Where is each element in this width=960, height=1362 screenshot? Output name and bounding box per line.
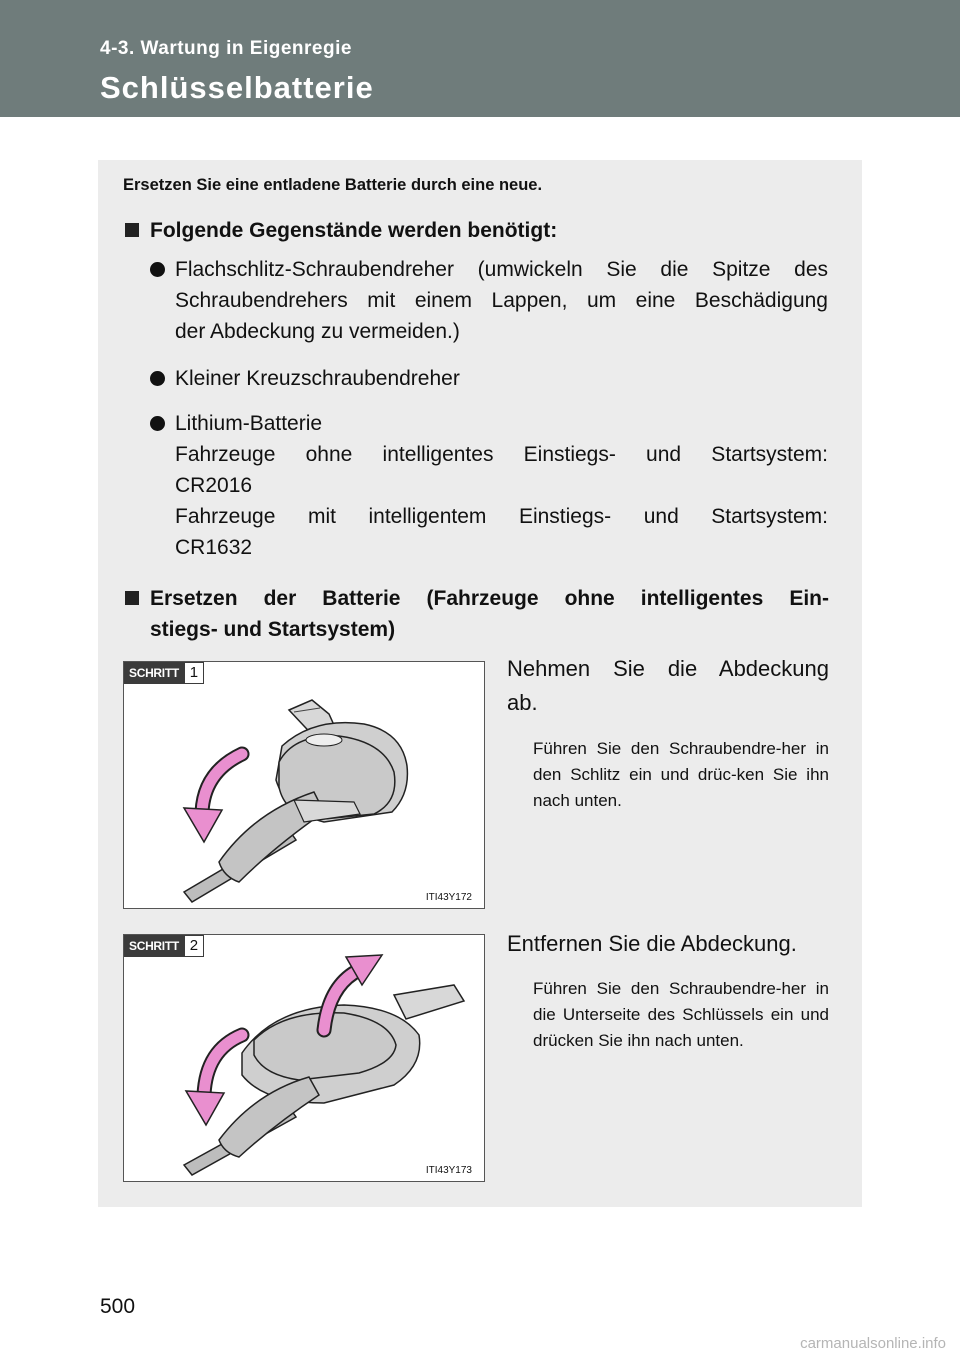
- key-cover-lift-illustration: [124, 935, 484, 1181]
- page-header: [0, 0, 960, 117]
- step-2-instruction: Entfernen Sie die Abdeckung.: [507, 931, 797, 956]
- step-2-note: Führen Sie den Schraubendre-her in die Unterseite des Schlüssels ein und drücken Sie ihn nach unten.: [533, 979, 829, 1050]
- step-label: SCHRITT: [124, 662, 184, 684]
- replace-heading: Ersetzen der Batterie (Fahrzeuge ohne intelligentes Ein- stiegs- und Startsystem): [125, 583, 829, 645]
- step-number: 2: [184, 935, 204, 957]
- step-label: SCHRITT: [124, 935, 184, 957]
- figure-id: ITI43Y173: [418, 1164, 480, 1177]
- step-1-instruction: Nehmen Sie die Abdeckung ab.: [507, 656, 829, 715]
- step-1-illustration: [123, 661, 485, 909]
- tool-item-screwdriver-flat: Flachschlitz-Schraubendreher (umwickeln Sie die Spitze des Schraubendrehers mit einem Lappen, um eine Beschädigung der Abdeckung zu vermeiden.): [150, 254, 828, 347]
- square-bullet-icon: [125, 223, 139, 237]
- square-bullet-icon: [125, 591, 139, 605]
- step-badge: [124, 662, 204, 684]
- step-badge: [124, 935, 204, 957]
- watermark: carmanualsonline.info: [800, 1335, 946, 1352]
- step-number: 1: [184, 662, 204, 684]
- step-2-illustration: [123, 934, 485, 1182]
- key-cover-removal-illustration: [124, 662, 484, 908]
- step-1-note: Führen Sie den Schraubendre-her in den Schlitz ein und drüc-ken Sie ihn nach unten.: [533, 739, 829, 810]
- section-title: 4-3. Wartung in Eigenregie: [100, 38, 352, 59]
- tool-item-battery: Lithium-Batterie Fahrzeuge ohne intelligentes Einstiegs- und Startsystem: CR2016 Fahrzeuge mit intelligentem Einstiegs- und Startsystem: CR1632: [150, 408, 828, 563]
- round-bullet-icon: [150, 371, 165, 386]
- figure-id: ITI43Y172: [418, 891, 480, 904]
- intro-text: Ersetzen Sie eine entladene Batterie durch eine neue.: [123, 176, 543, 194]
- round-bullet-icon: [150, 262, 165, 277]
- tool-item-screwdriver-cross: Kleiner Kreuzschraubendreher: [150, 363, 828, 394]
- page-title: Schlüsselbatterie: [100, 70, 374, 105]
- page-number: 500: [100, 1295, 136, 1318]
- tools-heading: Folgende Gegenstände werden benötigt:: [125, 215, 557, 246]
- round-bullet-icon: [150, 416, 165, 431]
